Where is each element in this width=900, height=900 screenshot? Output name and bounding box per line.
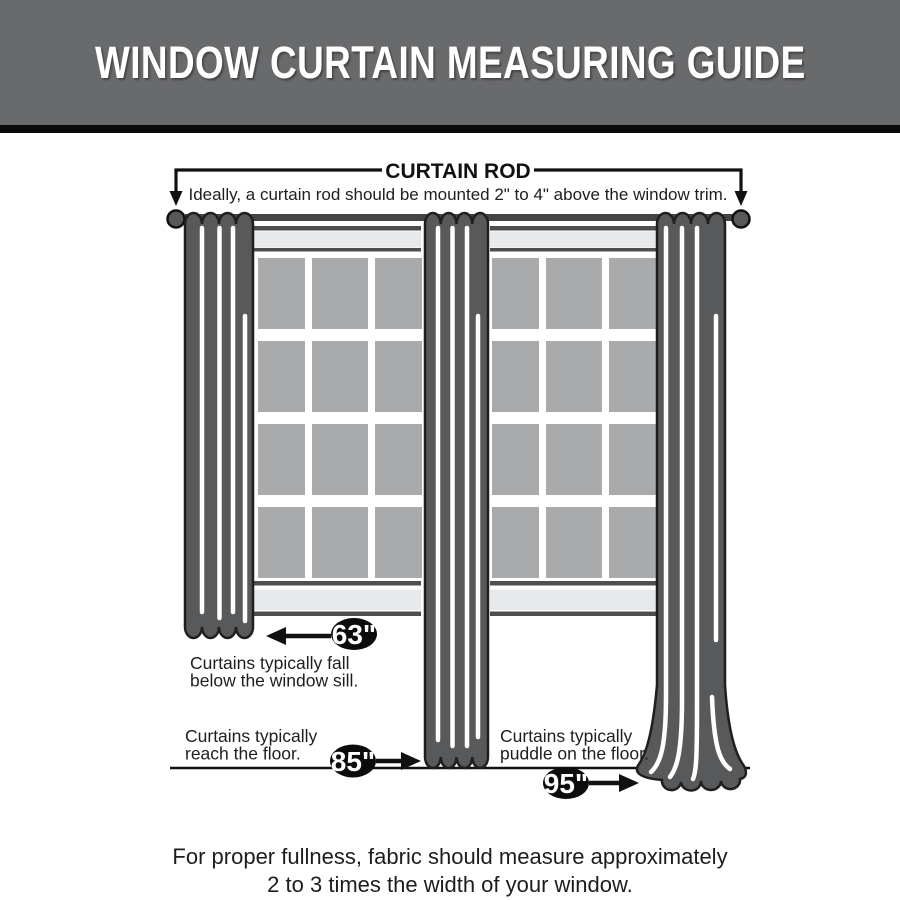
header-banner [0, 0, 900, 125]
puddle-label-line1: Curtains typically [500, 726, 633, 746]
measurement-value: 95" [543, 768, 589, 799]
floor-label-line2: reach the floor. [185, 743, 301, 764]
rod-finial-left [168, 211, 185, 228]
measurement-85 [185, 726, 421, 778]
curtain-floor-length [425, 213, 488, 768]
floor-label-line1: Curtains typically [185, 726, 318, 746]
footer-note [0, 840, 900, 899]
down-arrow-icon [735, 191, 748, 206]
curtain-rod-callout [170, 160, 748, 206]
rod-finial-right [733, 211, 750, 228]
measurement-value: 63" [331, 619, 377, 650]
curtain-rod-note: Ideally, a curtain rod should be mounted 2" to 4" above the window trim. [188, 185, 728, 204]
sill-label-line1: Curtains typically fall [190, 653, 350, 673]
curtain-rod-label: CURTAIN ROD [385, 160, 531, 183]
header-divider [0, 125, 900, 133]
sill-label-line2: below the window sill. [190, 670, 359, 691]
down-arrow-icon [170, 191, 183, 206]
puddle-label-line2: puddle on the floor. [500, 743, 649, 764]
curtain-sill-length [185, 213, 253, 638]
footer-line2: 2 to 3 times the width of your window. [267, 872, 633, 897]
right-arrow-icon [619, 774, 639, 792]
footer-line1: For proper fullness, fabric should measure approximately [172, 844, 728, 869]
measuring-diagram [0, 133, 900, 840]
left-arrow-icon [266, 627, 286, 645]
measurement-value: 85" [330, 746, 376, 777]
page-title: WINDOW CURTAIN MEASURING GUIDE [94, 36, 806, 88]
measurement-95 [500, 726, 649, 799]
